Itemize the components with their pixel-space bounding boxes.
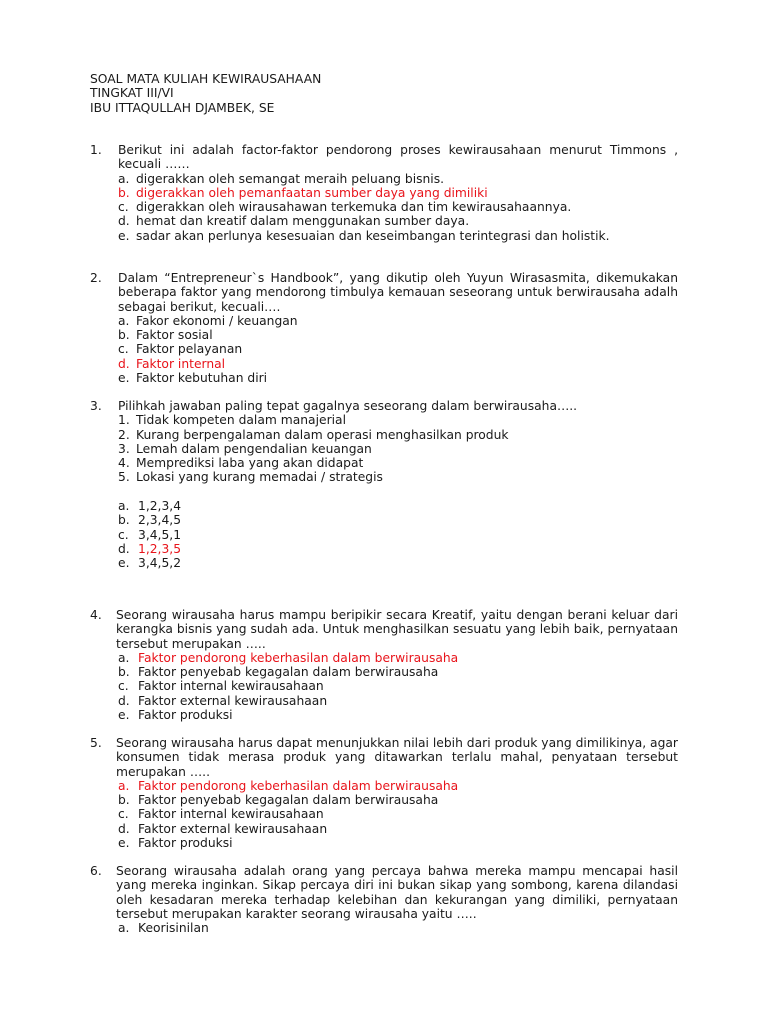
option-letter: d. — [118, 693, 130, 708]
option-d — [118, 214, 678, 228]
option-letter: a. — [118, 921, 130, 936]
statement-text: Tidak kompeten dalam manajerial — [136, 413, 346, 428]
option-text: 1,2,3,5 — [138, 541, 182, 556]
option-a — [118, 172, 678, 186]
option-text: Faktor external kewirausahaan — [138, 693, 328, 708]
question-6 — [90, 864, 678, 935]
statement-number: 2. — [118, 427, 130, 442]
option-text: Faktor produksi — [138, 836, 233, 851]
option-letter: d. — [118, 214, 130, 229]
option-d — [118, 822, 678, 836]
option-text: 3,4,5,1 — [138, 527, 182, 542]
option-d — [118, 694, 678, 708]
header-course-title: SOAL MATA KULIAH KEWIRAUSAHAAN — [90, 72, 322, 86]
option-letter: b. — [118, 328, 130, 343]
option-c — [118, 342, 678, 356]
option-text: Faktor pendorong keberhasilan dalam berwirausaha — [138, 778, 459, 793]
option-text: sadar akan perlunya kesesuaian dan keseimbangan terintegrasi dan holistik. — [136, 228, 610, 243]
question-number: 3. — [90, 399, 102, 413]
option-a-answer — [118, 779, 678, 793]
question-number: 2. — [90, 271, 102, 285]
document-header — [90, 72, 321, 115]
option-letter: e. — [118, 708, 130, 723]
question-2 — [90, 271, 678, 385]
question-3 — [90, 399, 678, 571]
question-text: Dalam “Entrepreneur`s Handbook”, yang dikutip oleh Yuyun Wirasasmita, dikemukakan beberapa faktor yang mendorong timbulya kemauan seseorang untuk berwirausaha adalh sebagai berikut, kecuali…. — [118, 271, 678, 314]
statement-1 — [118, 413, 678, 427]
option-letter: e. — [118, 228, 130, 243]
question-text: Seorang wirausaha adalah orang yang percaya bahwa mereka mampu mencapai hasil yang mereka inginkan. Sikap percaya diri ini bukan sikap yang sombong, karena dilandasi oleh kesadaran mereka terhadap kelebihan dan kekurangan yang dimiliki, pernyataan tersebut merupakan karakter seorang wirausaha yaitu ….. — [116, 864, 678, 921]
option-text: Faktor kebutuhan diri — [136, 371, 268, 386]
option-e — [118, 556, 678, 570]
statement-text: Memprediksi laba yang akan didapat — [136, 456, 364, 471]
question-number: 1. — [90, 143, 102, 157]
option-text: Faktor pendorong keberhasilan dalam berwirausaha — [138, 650, 459, 665]
option-d-answer — [118, 357, 678, 371]
option-letter: c. — [118, 200, 129, 215]
option-letter: c. — [118, 342, 129, 357]
option-text: digerakkan oleh wirausahawan terkemuka dan tim kewirausahaannya. — [136, 200, 572, 215]
option-text: 3,4,5,2 — [138, 556, 182, 571]
option-c — [118, 528, 678, 542]
option-b — [118, 793, 678, 807]
option-e — [118, 836, 678, 850]
option-letter: c. — [118, 527, 129, 542]
option-c — [118, 807, 678, 821]
statement-text: Lokasi yang kurang memadai / strategis — [136, 470, 383, 485]
option-text: Faktor sosial — [136, 328, 213, 343]
option-letter: e. — [118, 836, 130, 851]
option-e — [118, 371, 678, 385]
option-letter: a. — [118, 171, 130, 186]
statement-3 — [118, 442, 678, 456]
option-a — [118, 921, 678, 935]
option-text: Faktor pelayanan — [136, 342, 243, 357]
statement-2 — [118, 428, 678, 442]
option-b-answer — [118, 186, 678, 200]
option-letter: c. — [118, 679, 129, 694]
statement-number: 1. — [118, 413, 130, 428]
option-b — [118, 328, 678, 342]
statement-5 — [118, 470, 678, 484]
option-text: hemat dan kreatif dalam menggunakan sumber daya. — [136, 214, 470, 229]
option-text: Keorisinilan — [138, 921, 209, 936]
option-a — [118, 314, 678, 328]
question-text: Pilihkah jawaban paling tepat gagalnya seseorang dalam berwirausaha….. — [118, 399, 578, 413]
question-text: Berikut ini adalah factor-faktor pendorong proses kewirausahaan menurut Timmons , kecuali …… — [118, 143, 678, 172]
header-level: TINGKAT III/VI — [90, 86, 174, 101]
question-5 — [90, 736, 678, 850]
question-1 — [90, 143, 678, 243]
option-text: Faktor penyebab kegagalan dalam berwirausaha — [138, 665, 439, 680]
statement-text: Lemah dalam pengendalian keuangan — [136, 441, 372, 456]
option-text: Faktor produksi — [138, 708, 233, 723]
statement-number: 5. — [118, 470, 130, 485]
question-text: Seorang wirausaha harus mampu beripikir secara Kreatif, yaitu dengan berani keluar dari kerangka bisnis yang sudah ada. Untuk menghasilkan sesuatu yang lebih baik, pernyataan tersebut merupakan ….. — [116, 608, 678, 651]
option-text: Faktor internal kewirausahaan — [138, 679, 324, 694]
option-letter: b. — [118, 185, 130, 200]
statement-text: Kurang berpengalaman dalam operasi menghasilkan produk — [136, 427, 509, 442]
option-letter: a. — [118, 313, 130, 328]
option-b — [118, 665, 678, 679]
option-c — [118, 679, 678, 693]
option-d-answer — [118, 542, 678, 556]
option-a — [118, 499, 678, 513]
statement-4 — [118, 456, 678, 470]
option-letter: d. — [118, 821, 130, 836]
option-letter: a. — [118, 778, 130, 793]
option-letter: c. — [118, 807, 129, 822]
option-e — [118, 229, 678, 243]
option-a-answer — [118, 651, 678, 665]
option-text: digerakkan oleh pemanfaatan sumber daya yang dimiliki — [136, 185, 488, 200]
option-letter: b. — [118, 513, 130, 528]
option-b — [118, 513, 678, 527]
option-text: 1,2,3,4 — [138, 499, 182, 514]
question-number: 6. — [90, 864, 102, 878]
option-letter: b. — [118, 793, 130, 808]
option-text: digerakkan oleh semangat meraih peluang bisnis. — [136, 171, 445, 186]
option-letter: e. — [118, 371, 130, 386]
option-text: Faktor external kewirausahaan — [138, 821, 328, 836]
question-number: 4. — [90, 608, 102, 622]
header-lecturer: IBU ITTAQULLAH DJAMBEK, SE — [90, 100, 275, 115]
option-letter: e. — [118, 556, 130, 571]
option-e — [118, 708, 678, 722]
question-text: Seorang wirausaha harus dapat menunjukkan nilai lebih dari produk yang dimilikinya, agar konsumen tidak merasa produk yang ditawarkan terlalu mahal, penyataan tersebut merupakan ….. — [116, 736, 678, 779]
option-text: 2,3,4,5 — [138, 513, 182, 528]
option-c — [118, 200, 678, 214]
option-letter: a. — [118, 650, 130, 665]
option-letter: d. — [118, 356, 130, 371]
statement-number: 3. — [118, 441, 130, 456]
option-letter: d. — [118, 541, 130, 556]
question-4 — [90, 608, 678, 722]
option-text: Faktor internal — [136, 356, 226, 371]
option-text: Faktor penyebab kegagalan dalam berwirausaha — [138, 793, 439, 808]
question-number: 5. — [90, 736, 102, 750]
option-text: Faktor internal kewirausahaan — [138, 807, 324, 822]
option-text: Fakor ekonomi / keuangan — [136, 313, 298, 328]
statement-number: 4. — [118, 456, 130, 471]
option-letter: a. — [118, 499, 130, 514]
option-letter: b. — [118, 665, 130, 680]
